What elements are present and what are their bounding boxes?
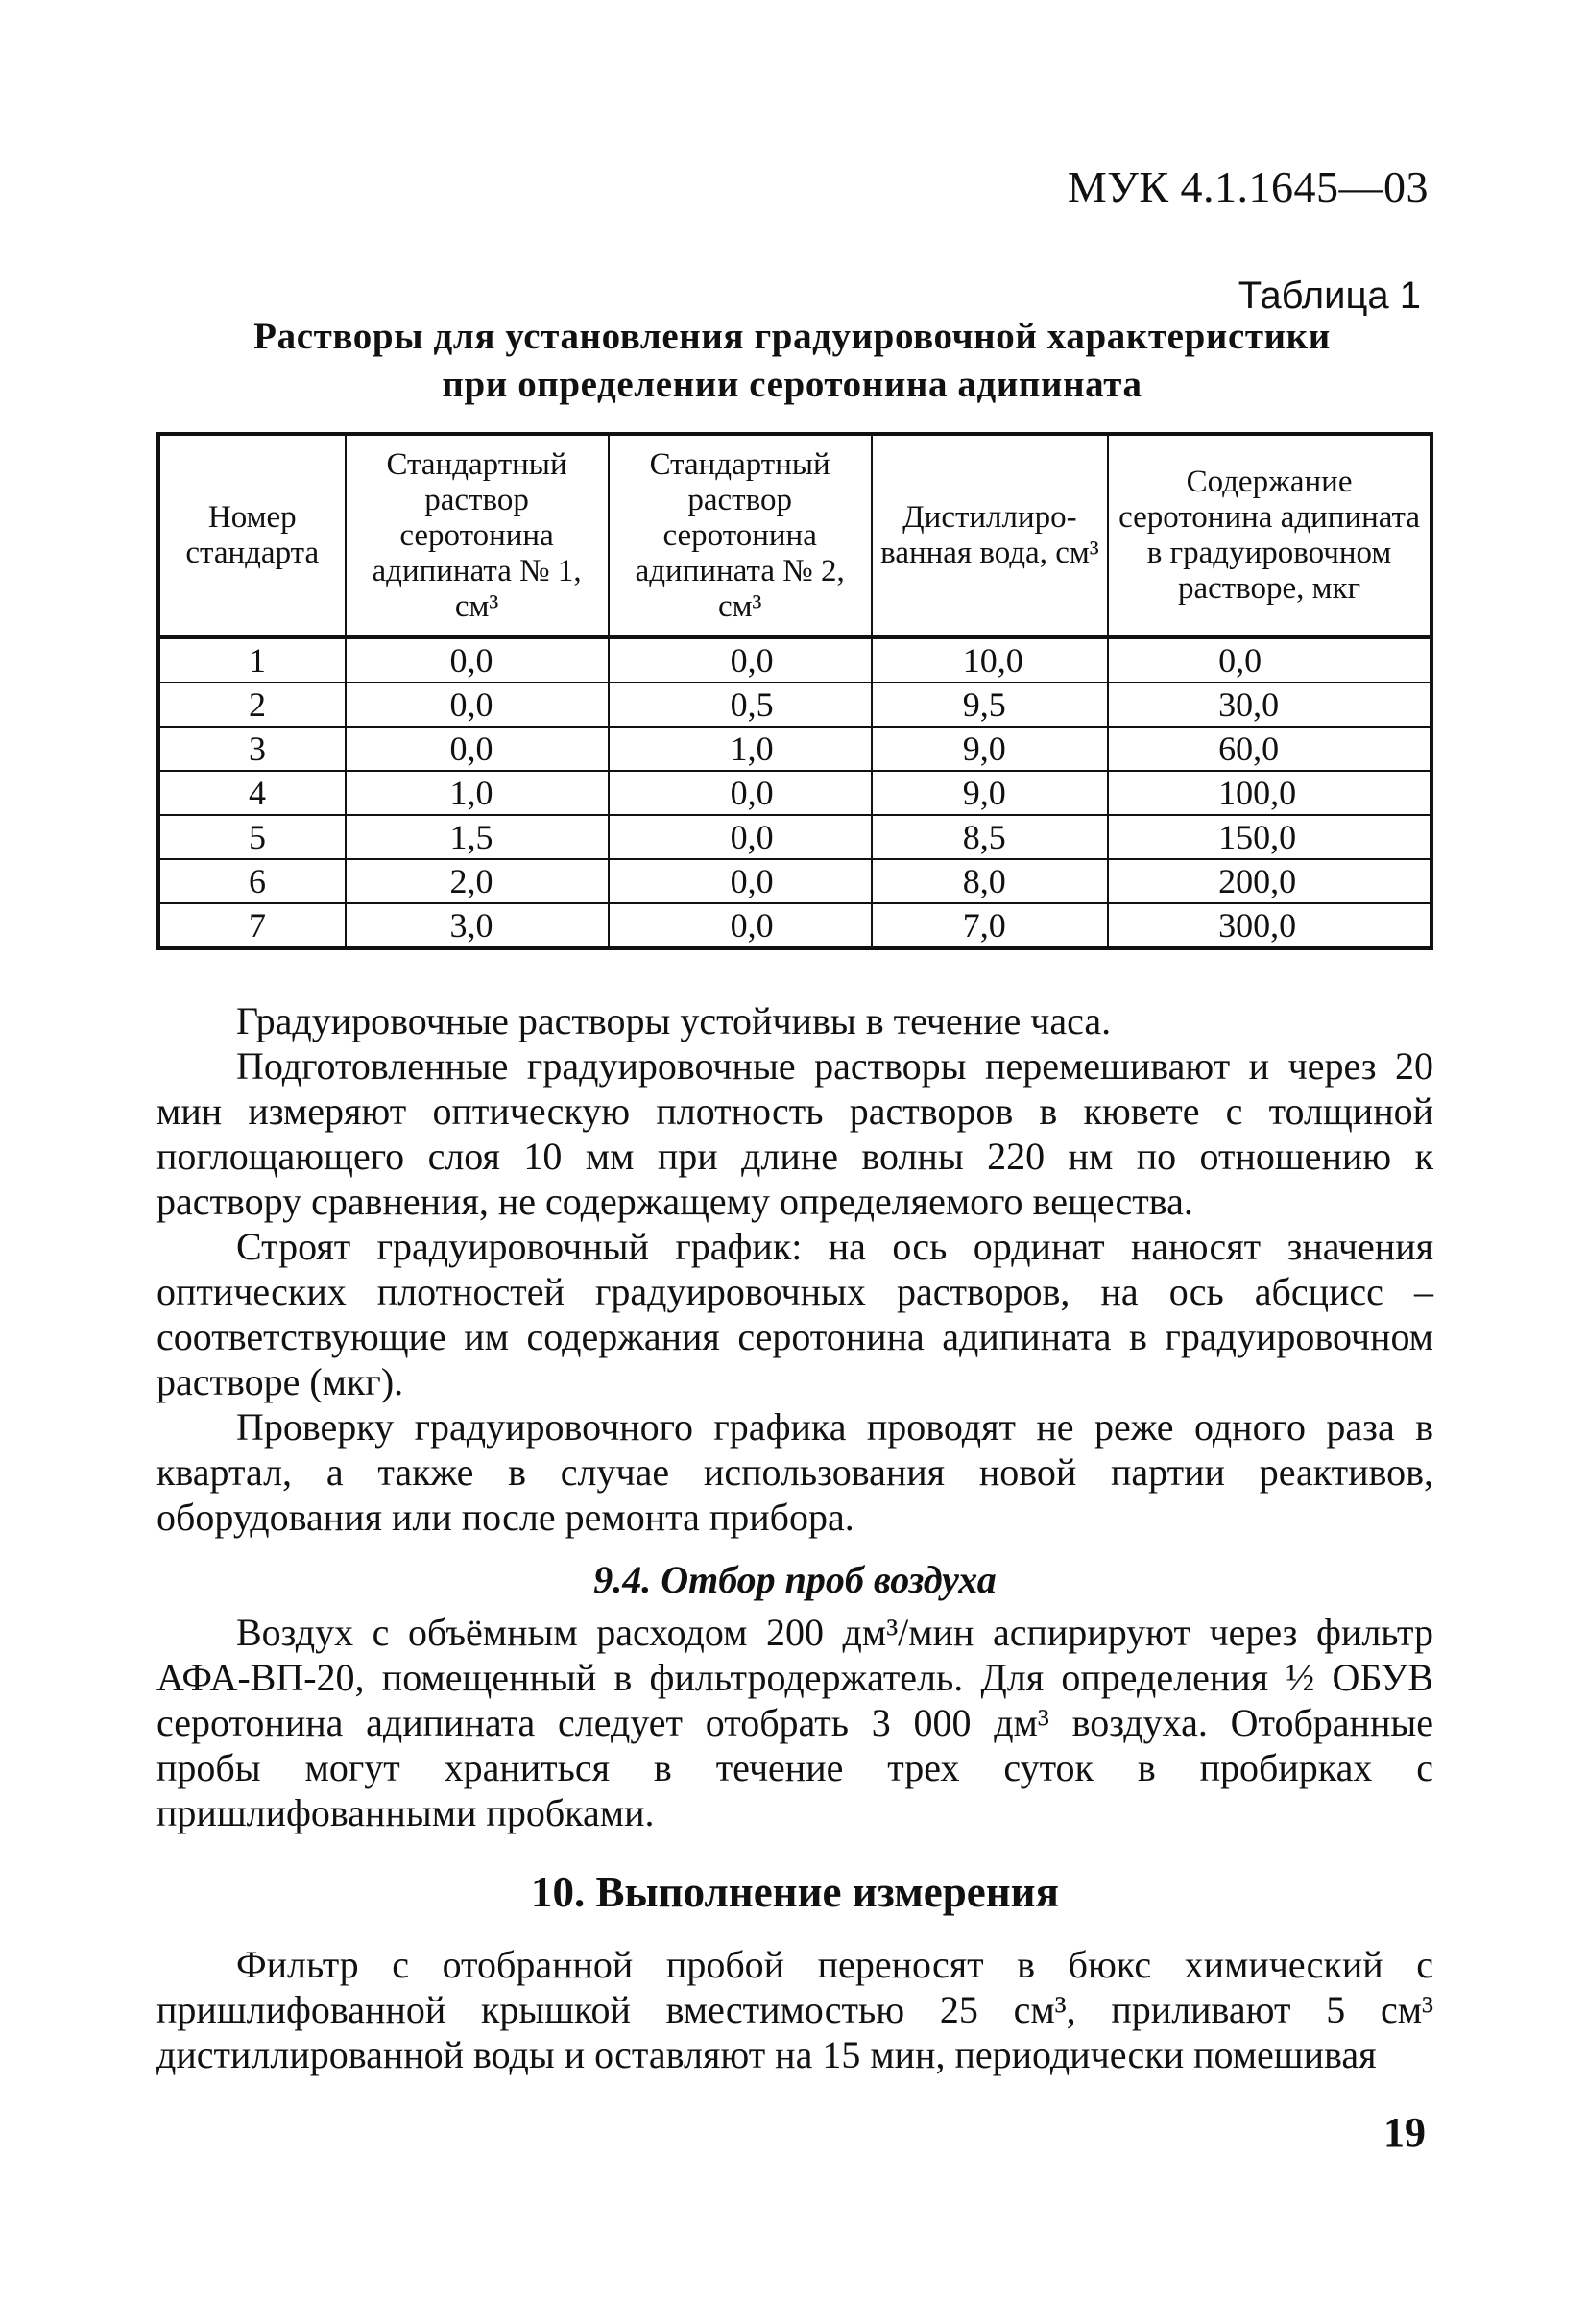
table-cell: 2,0 xyxy=(346,859,609,903)
table-header-row xyxy=(158,434,1431,637)
table-cell: 0,0 xyxy=(609,771,872,815)
table-cell: 0,0 xyxy=(609,859,872,903)
table-row xyxy=(158,683,1431,727)
table-row xyxy=(158,727,1431,771)
table-cell: 150,0 xyxy=(1108,815,1431,859)
paragraph: Фильтр с отобранной пробой переносят в бюкс химический с пришлифованной крышкой вместимостью 25 см³, приливают 5 см³ дистиллированной воды и оставляют на 15 мин, периодически помешивая xyxy=(156,1943,1433,2076)
table-row xyxy=(158,859,1431,903)
section-heading-10: 10. Выполнение измерения xyxy=(531,1868,1059,1916)
table-cell: 9,0 xyxy=(872,771,1108,815)
column-header: Дистиллированная вода, см³ xyxy=(872,434,1108,637)
table-cell: 2 xyxy=(158,683,346,727)
paragraph: Подготовленные градуировочные растворы перемешивают и через 20 мин измеряют оптическую плотность растворов в кювете с толщиной поглощающего слоя 10 мм при длине волны 220 нм по отношению к раствору сравнения, не содержащему определяемого вещества. xyxy=(156,1044,1433,1223)
table-title-line-1: Растворы для установления градуировочной характеристики xyxy=(253,316,1331,357)
table-cell: 300,0 xyxy=(1108,903,1431,948)
page-number: 19 xyxy=(1383,2109,1426,2156)
column-header: Номер стандарта xyxy=(158,434,346,637)
table-cell: 1,0 xyxy=(609,727,872,771)
table-cell: 8,5 xyxy=(872,815,1108,859)
table-cell: 9,0 xyxy=(872,727,1108,771)
paragraph: Градуировочные растворы устойчивы в течение часа. xyxy=(236,999,1112,1042)
table-cell: 6 xyxy=(158,859,346,903)
table-cell: 5 xyxy=(158,815,346,859)
table-cell: 1,0 xyxy=(346,771,609,815)
table-cell: 0,0 xyxy=(609,903,872,948)
table-cell: 0,0 xyxy=(346,683,609,727)
table-cell: 3,0 xyxy=(346,903,609,948)
table-cell: 8,0 xyxy=(872,859,1108,903)
table-cell: 60,0 xyxy=(1108,727,1431,771)
table-cell: 1,5 xyxy=(346,815,609,859)
table-row xyxy=(158,637,1431,683)
table-cell: 3 xyxy=(158,727,346,771)
table-cell: 9,5 xyxy=(872,683,1108,727)
table-cell: 7,0 xyxy=(872,903,1108,948)
paragraph: Проверку градуировочного графика проводят не реже одного раза в квартал, а также в случае использования новой партии реактивов, оборудования или после ремонта прибора. xyxy=(156,1405,1433,1539)
table-cell: 1 xyxy=(158,637,346,683)
paragraph: Строят градуировочный график: на ось ординат наносят значения оптических плотностей градуировочных растворов, на ось абсцисс – соответствующие им содержания серотонина адипината в градуировочном растворе (мкг). xyxy=(156,1225,1433,1403)
table-cell: 10,0 xyxy=(872,637,1108,683)
column-header: Стандартный раствор серотонина адипината № 2, см³ xyxy=(609,434,872,637)
table-cell: 100,0 xyxy=(1108,771,1431,815)
paragraph: Воздух с объёмным расходом 200 дм³/мин аспирируют через фильтр АФА-ВП-20, помещенный в фильтродержатель. Для определения ½ ОБУВ серотонина адипината следует отобрать 3 000 дм³ воздуха. Отобранные пробы могут храниться в течение трех суток в пробирках с пришлифованными пробками. xyxy=(156,1611,1433,1834)
table-row xyxy=(158,903,1431,948)
standards-table xyxy=(156,432,1433,950)
table-cell: 0,0 xyxy=(346,727,609,771)
table-cell: 200,0 xyxy=(1108,859,1431,903)
table-row xyxy=(158,815,1431,859)
table-row xyxy=(158,771,1431,815)
table-cell: 0,5 xyxy=(609,683,872,727)
document-code: МУК 4.1.1645—03 xyxy=(1067,162,1429,211)
table-cell: 0,0 xyxy=(609,815,872,859)
column-header: Стандартный раствор серотонина адипината № 1, см³ xyxy=(346,434,609,637)
table-cell: 0,0 xyxy=(1108,637,1431,683)
table-label: Таблица 1 xyxy=(1238,275,1421,317)
body-text xyxy=(156,998,1433,2077)
table-cell: 7 xyxy=(158,903,346,948)
section-heading-9-4: 9.4. Отбор проб воздуха xyxy=(593,1558,997,1601)
table-cell: 0,0 xyxy=(346,637,609,683)
table-cell: 4 xyxy=(158,771,346,815)
table-title xyxy=(154,313,1431,409)
table-cell: 30,0 xyxy=(1108,683,1431,727)
table-cell: 0,0 xyxy=(609,637,872,683)
column-header: Содержание серотонина адипината в градуировочном растворе, мкг xyxy=(1108,434,1431,637)
table-title-line-2: при определении серотонина адипината xyxy=(442,364,1142,405)
